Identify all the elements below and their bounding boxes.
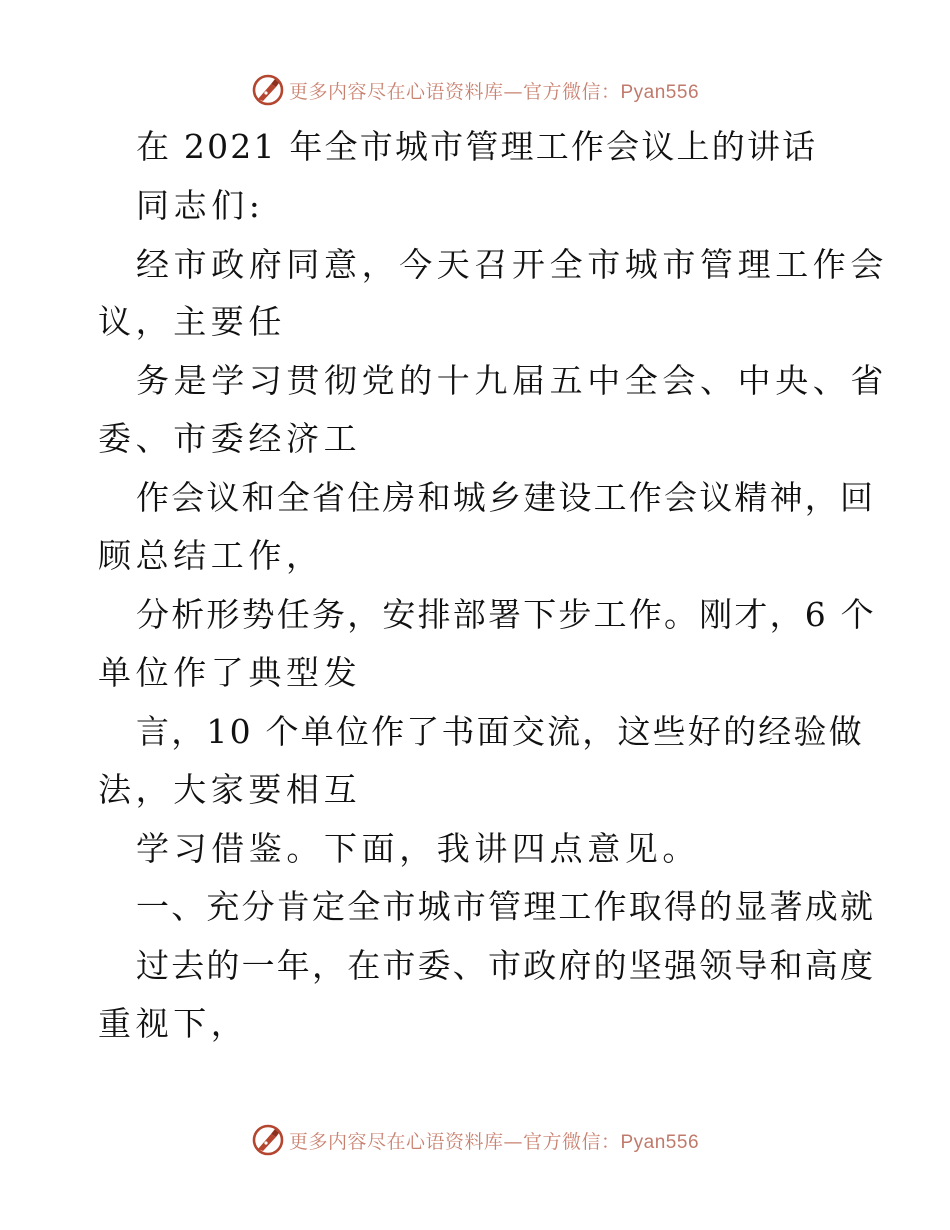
pen-nib-logo-icon xyxy=(251,73,285,107)
paragraph-line: 法，大家要相互 xyxy=(98,770,362,809)
footer-watermark xyxy=(0,1118,950,1162)
wechat-id: Pyan556 xyxy=(620,81,700,103)
paragraph-line: 议，主要任 xyxy=(98,302,286,341)
paragraph-line: 经市政府同意，今天召开全市城市管理工作会 xyxy=(136,245,888,284)
watermark-text: 更多内容尽在心语资料库—官方微信：Pyan556 xyxy=(288,80,700,103)
paragraph-line: 作会议和全省住房和城乡建设工作会议精神，回 xyxy=(136,478,876,517)
paragraph-line: 委、市委经济工 xyxy=(98,419,362,458)
salutation: 同志们: xyxy=(136,186,265,225)
section-heading: 一、充分肯定全市城市管理工作取得的显著成就 xyxy=(136,887,876,926)
paragraph-line: 单位作了典型发 xyxy=(98,653,362,692)
paragraph-line: 言，10 个单位作了书面交流，这些好的经验做 xyxy=(136,712,864,751)
wechat-id: Pyan556 xyxy=(620,1131,700,1153)
paragraph-line: 顾总结工作， xyxy=(98,536,324,575)
paragraph-line: 务是学习贯彻党的十九届五中全会、中央、省 xyxy=(136,361,888,400)
paragraph-line: 过去的一年，在市委、市政府的坚强领导和高度 xyxy=(136,946,876,985)
paragraph-line: 重视下， xyxy=(98,1004,249,1043)
watermark-text: 更多内容尽在心语资料库—官方微信：Pyan556 xyxy=(288,1130,700,1153)
document-title: 在 2021 年全市城市管理工作会议上的讲话 xyxy=(136,127,818,166)
pen-nib-logo-icon xyxy=(251,1123,285,1157)
header-watermark xyxy=(0,68,950,112)
paragraph-line: 分析形势任务，安排部署下步工作。刚才，6 个 xyxy=(136,595,876,634)
paragraph-line: 学习借鉴。下面，我讲四点意见。 xyxy=(136,829,700,868)
